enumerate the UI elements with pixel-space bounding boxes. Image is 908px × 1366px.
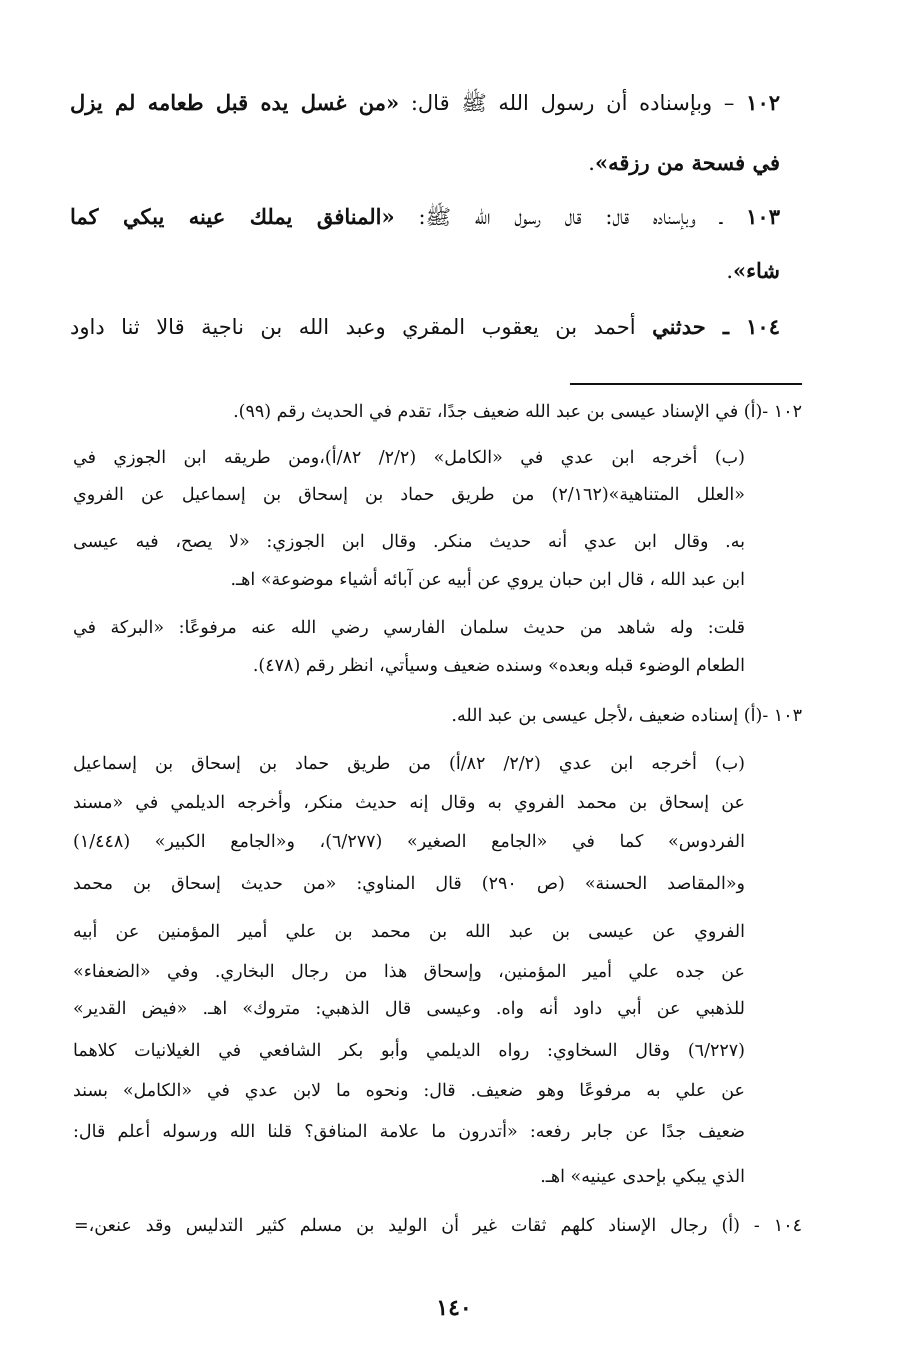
footnote-line: للذهبي عن أبي داود أنه واه. وعيسى قال الذهبي: متروك» اهـ. «فيض القدير»: [73, 999, 745, 1019]
footnote-line: الذي يبكي بإحدى عينيه» اهـ.: [540, 1167, 745, 1187]
footnote-line: ١٠٢ -(أ) في الإسناد عيسى بن عبد الله ضعيف جدًا، تقدم في الحديث رقم (٩٩).: [233, 402, 802, 422]
footnote-line: عن جده علي أمير المؤمنين، وإسحاق هذا من رجال البخاري. وفي «الضعفاء»: [73, 962, 745, 982]
footnote-line: عن علي به مرفوعًا وهو ضعيف. قال: ونحوه ما لابن عدي في «الكامل» بسند: [73, 1081, 745, 1101]
page-number: ١٤٠: [436, 1295, 472, 1321]
hadith-102-line-2: [70, 148, 780, 178]
hadith-103-period: .: [726, 259, 733, 283]
footnote-line: الفروي عن عيسى بن عبد الله بن محمد بن علي أمير المؤمنين عن أبيه: [73, 922, 745, 942]
footnote-line: ضعيف جدًا عن جابر رفعه: «أتدرون ما علامة المنافق؟ قلنا الله ورسوله أعلم قال:: [73, 1122, 745, 1142]
footnote-divider: [570, 383, 802, 385]
hadith-102-period: .: [588, 151, 595, 175]
hadith-103-text-end: شاء»: [733, 258, 780, 283]
footnote-line: ١٠٣ -(أ) إسناده ضعيف ،لأجل عيسى بن عبد الله.: [451, 706, 802, 726]
hadith-number-104: ١٠٤ ـ حدثني: [652, 314, 780, 339]
footnote-line: (ب) أخرجه ابن عدي في «الكامل» (٢/٢/ ٨٢/أ)،ومن طريقه ابن الجوزي في: [73, 448, 745, 468]
hadith-102-line-1: [70, 88, 780, 118]
hadith-103-intro: ـ وبإسناده قال: قال رسول الله ﷺ:: [394, 205, 723, 229]
hadith-102-intro: – وبإسناده أن رسول الله ﷺ قال:: [399, 91, 735, 115]
footnote-line: (٦/٢٢٧) وقال السخاوي: رواه الديلمي وأبو بكر الشافعي في الغيلانيات كلاهما: [73, 1041, 745, 1061]
hadith-103-line-1: [70, 202, 780, 232]
footnote-line: الفردوس» كما في «الجامع الصغير» (٦/٢٧٧)، و«الجامع الكبير» (١/٤٤٨): [73, 832, 746, 852]
hadith-number-102: ١٠٢: [746, 90, 781, 115]
hadith-102-text: «من غسل يده قبل طعامه لم يزل: [70, 90, 400, 115]
footnote-line: ابن عبد الله ، قال ابن حبان يروي عن أبيه عن آبائه أشياء موضوعة» اهـ.: [230, 570, 745, 590]
hadith-104-isnad: أحمد بن يعقوب المقري وعبد الله بن ناجية قالا ثنا داود: [70, 315, 636, 339]
footnote-line: قلت: وله شاهد من حديث سلمان الفارسي رضي الله عنه مرفوعًا: «البركة في: [73, 618, 745, 638]
hadith-104-line-1: [70, 312, 780, 342]
footnote-line: و«المقاصد الحسنة» (ص ٢٩٠) قال المناوي: «من حديث إسحاق بن محمد: [73, 874, 746, 894]
footnote-line: به. وقال ابن عدي أنه حديث منكر. وقال ابن الجوزي: «لا يصح، فيه عيسى: [73, 532, 745, 552]
hadith-103-line-2: [70, 256, 780, 286]
footnote-line: عن إسحاق بن محمد الفروي به وقال إنه حديث منكر، وأخرجه الديلمي في «مسند: [73, 793, 745, 813]
footnote-line: ١٠٤ - (أ) رجال الإسناد كلهم ثقات غير أن الوليد بن مسلم كثير التدليس وقد عنعن،=: [74, 1216, 802, 1236]
hadith-103-text: «المنافق يملك عينه يبكي كما: [70, 204, 395, 229]
hadith-102-text-end: في فسحة من رزقه»: [594, 150, 780, 175]
footnote-line: (ب) أخرجه ابن عدي (٢/٢/ ٨٢/أ) من طريق حماد بن إسحاق بن إسماعيل: [73, 754, 745, 774]
footnote-line: «العلل المتناهية»(٢/١٦٢) من طريق حماد بن إسحاق بن إسماعيل عن الفروي: [73, 485, 745, 505]
hadith-number-103: ١٠٣: [746, 204, 780, 229]
footnote-line: الطعام الوضوء قبله وبعده» وسنده ضعيف وسيأتي، انظر رقم (٤٧٨).: [252, 656, 745, 676]
